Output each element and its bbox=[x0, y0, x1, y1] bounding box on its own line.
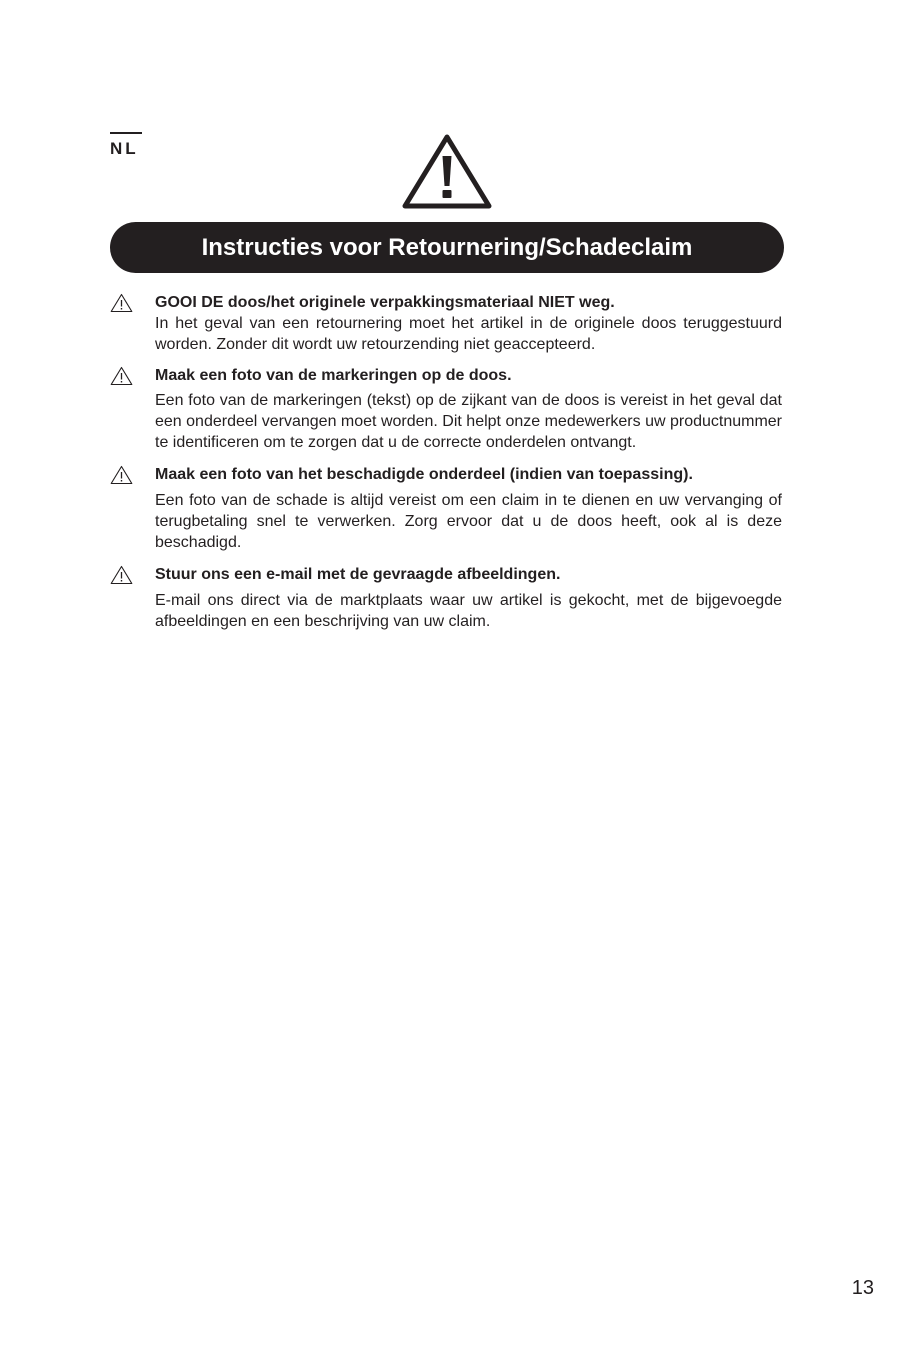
instruction-item bbox=[110, 365, 782, 453]
warning-triangle-icon bbox=[110, 465, 133, 485]
instruction-heading: Maak een foto van het beschadigde onderdeel (indien van toepassing). bbox=[155, 466, 693, 483]
page-number: 13 bbox=[851, 1277, 874, 1299]
instruction-body: E-mail ons direct via de marktplaats waar uw artikel is gekocht, met de bijgevoegde afbeeldingen en een beschrijving van uw claim. bbox=[155, 592, 782, 630]
warning-triangle-icon bbox=[110, 293, 133, 313]
instruction-body: In het geval van een retournering moet het artikel in de originele doos teruggestuurd worden. Zonder dit wordt uw retourzending niet geaccepteerd. bbox=[155, 315, 782, 353]
warning-triangle-icon bbox=[401, 132, 493, 210]
instruction-body: Een foto van de markeringen (tekst) op de zijkant van de doos is vereist in het geval dat een onderdeel vervangen moet worden. Dit helpt onze medewerkers uw productnummer te identificeren om te zorgen dat u de correcte onderdelen ontvangt. bbox=[155, 392, 783, 451]
title-banner bbox=[110, 222, 784, 273]
page-title: Instructies voor Retournering/Schadeclaim bbox=[201, 233, 693, 261]
warning-triangle-icon bbox=[110, 366, 133, 386]
instruction-item bbox=[110, 464, 782, 553]
instruction-body: Een foto van de schade is altijd vereist om een claim in te dienen en uw vervanging of terugbetaling snel te verwerken. Zorg ervoor dat u de doos heeft, ook al is deze beschadigd. bbox=[155, 492, 782, 551]
instruction-item bbox=[110, 564, 782, 632]
instruction-heading: Stuur ons een e-mail met de gevraagde afbeeldingen. bbox=[155, 566, 561, 583]
instruction-item bbox=[110, 292, 782, 355]
language-tag: NL bbox=[110, 132, 142, 158]
warning-triangle-icon bbox=[110, 565, 133, 585]
instruction-list bbox=[110, 292, 782, 632]
instruction-heading: Maak een foto van de markeringen op de doos. bbox=[155, 367, 512, 384]
instruction-heading: GOOI DE doos/het originele verpakkingsmateriaal NIET weg. bbox=[155, 294, 615, 311]
